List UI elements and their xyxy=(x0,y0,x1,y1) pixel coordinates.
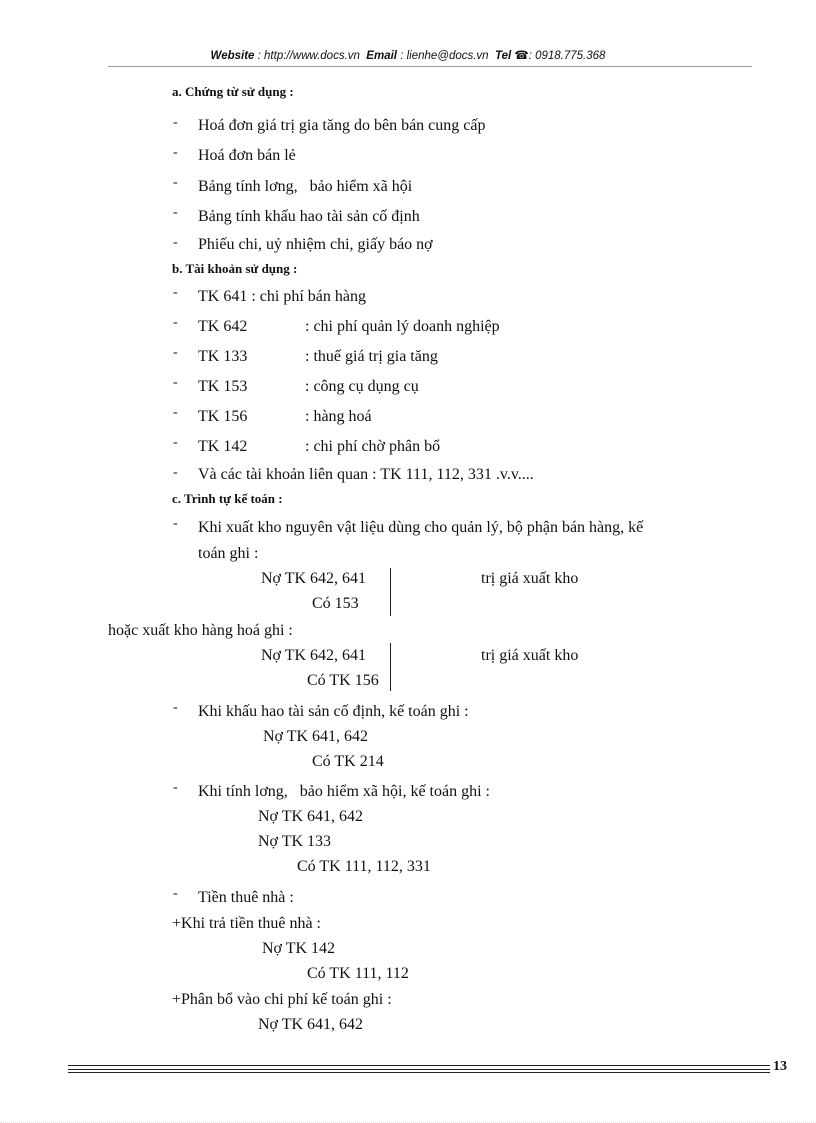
list-item: Hoá đơn bán lẻ xyxy=(198,147,296,164)
journal-debit: Nợ TK 641, 642 xyxy=(258,808,364,825)
journal-note: trị giá xuất kho xyxy=(481,647,579,664)
journal-note: trị giá xuất kho xyxy=(481,570,579,587)
paragraph: +Phân bổ vào chi phí kế toán ghi : xyxy=(172,991,392,1008)
paragraph: Khi xuất kho nguyên vật liệu dùng cho quản lý, bộ phận bán hàng, kế xyxy=(198,519,644,536)
email-value: : lienhe@docs.vn xyxy=(400,50,489,62)
page-header xyxy=(0,48,816,62)
bullet-dash: - xyxy=(173,780,178,795)
bullet-dash: - xyxy=(173,285,178,300)
tel-value: : 0918.775.368 xyxy=(528,50,606,62)
bullet-dash: - xyxy=(173,405,178,420)
bullet-dash: - xyxy=(173,175,178,190)
footer-rule xyxy=(68,1069,770,1070)
journal-debit: Nợ TK 641, 642 xyxy=(263,728,369,745)
account-desc: : hàng hoá xyxy=(305,408,372,425)
section-c-heading: c. Trình tự kế toán : xyxy=(172,491,283,506)
journal-debit: Nợ TK 641, 642 xyxy=(258,1016,364,1033)
bracket-line xyxy=(390,643,391,691)
list-item: Hoá đơn giá trị gia tăng do bên bán cung cấp xyxy=(198,117,486,134)
website-value: : http://www.docs.vn xyxy=(257,50,360,62)
journal-credit: Có TK 156 xyxy=(307,672,379,689)
footer-rule xyxy=(68,1065,770,1066)
journal-debit: Nợ TK 142 xyxy=(262,940,336,957)
footer-rule xyxy=(68,1072,770,1073)
bullet-dash: - xyxy=(173,235,178,250)
bullet-dash: - xyxy=(173,315,178,330)
account-desc: : thuế giá trị gia tăng xyxy=(305,348,438,365)
paragraph: Khi tính lơng, bảo hiểm xã hội, kế toán ghi : xyxy=(198,783,490,800)
paragraph: toán ghi : xyxy=(198,545,259,562)
list-item: Phiếu chi, uỷ nhiệm chi, giấy báo nợ xyxy=(198,236,433,253)
bullet-dash: - xyxy=(173,205,178,220)
journal-debit: Nợ TK 642, 641 xyxy=(261,647,367,664)
account-code: TK 153 xyxy=(198,378,248,395)
bullet-dash: - xyxy=(173,516,178,531)
phone-icon: ☎ xyxy=(514,50,529,62)
bullet-dash: - xyxy=(173,145,178,160)
journal-credit: Có TK 214 xyxy=(312,753,384,770)
journal-debit: Nợ TK 642, 641 xyxy=(261,570,367,587)
account-code: TK 156 xyxy=(198,408,248,425)
paragraph: hoặc xuất kho hàng hoá ghi : xyxy=(108,622,293,639)
bullet-dash: - xyxy=(173,465,178,480)
website-label: Website xyxy=(210,50,255,62)
page-number: 13 xyxy=(773,1059,787,1074)
bullet-dash: - xyxy=(173,435,178,450)
bullet-dash: - xyxy=(173,345,178,360)
bullet-dash: - xyxy=(173,375,178,390)
account-desc: : chi phí chờ phân bổ xyxy=(305,438,441,455)
section-a-heading: a. Chứng từ sử dụng : xyxy=(172,84,294,99)
account-desc: : chi phí quản lý doanh nghiệp xyxy=(305,318,500,335)
account-code: TK 642 xyxy=(198,318,248,335)
journal-debit: Nợ TK 133 xyxy=(258,833,332,850)
journal-credit: Có TK 111, 112, 331 xyxy=(297,858,431,875)
account-item: TK 641 : chi phí bán hàng xyxy=(198,288,366,305)
tel-label: Tel xyxy=(494,50,512,62)
paragraph: Khi khấu hao tài sản cố định, kế toán ghi : xyxy=(198,703,469,720)
bullet-dash: - xyxy=(173,700,178,715)
section-b-heading: b. Tài khoản sử dụng : xyxy=(172,261,298,276)
account-desc: : công cụ dụng cụ xyxy=(305,378,419,395)
account-code: TK 142 xyxy=(198,438,248,455)
list-item: Bảng tính khấu hao tài sản cố định xyxy=(198,208,420,225)
header-rule xyxy=(108,66,752,67)
bullet-dash: - xyxy=(173,886,178,901)
bullet-dash: - xyxy=(173,115,178,130)
journal-credit: Có TK 111, 112 xyxy=(307,965,409,982)
account-item: Và các tài khoản liên quan : TK 111, 112, 331 .v.v.... xyxy=(198,466,534,483)
account-code: TK 133 xyxy=(198,348,248,365)
bracket-line xyxy=(390,568,391,616)
journal-credit: Có 153 xyxy=(312,595,359,612)
email-label: Email xyxy=(366,50,397,62)
paragraph: Tiền thuê nhà : xyxy=(198,889,294,906)
list-item: Bảng tính lơng, bảo hiểm xã hội xyxy=(198,178,413,195)
paragraph: +Khi trả tiền thuê nhà : xyxy=(172,915,321,932)
